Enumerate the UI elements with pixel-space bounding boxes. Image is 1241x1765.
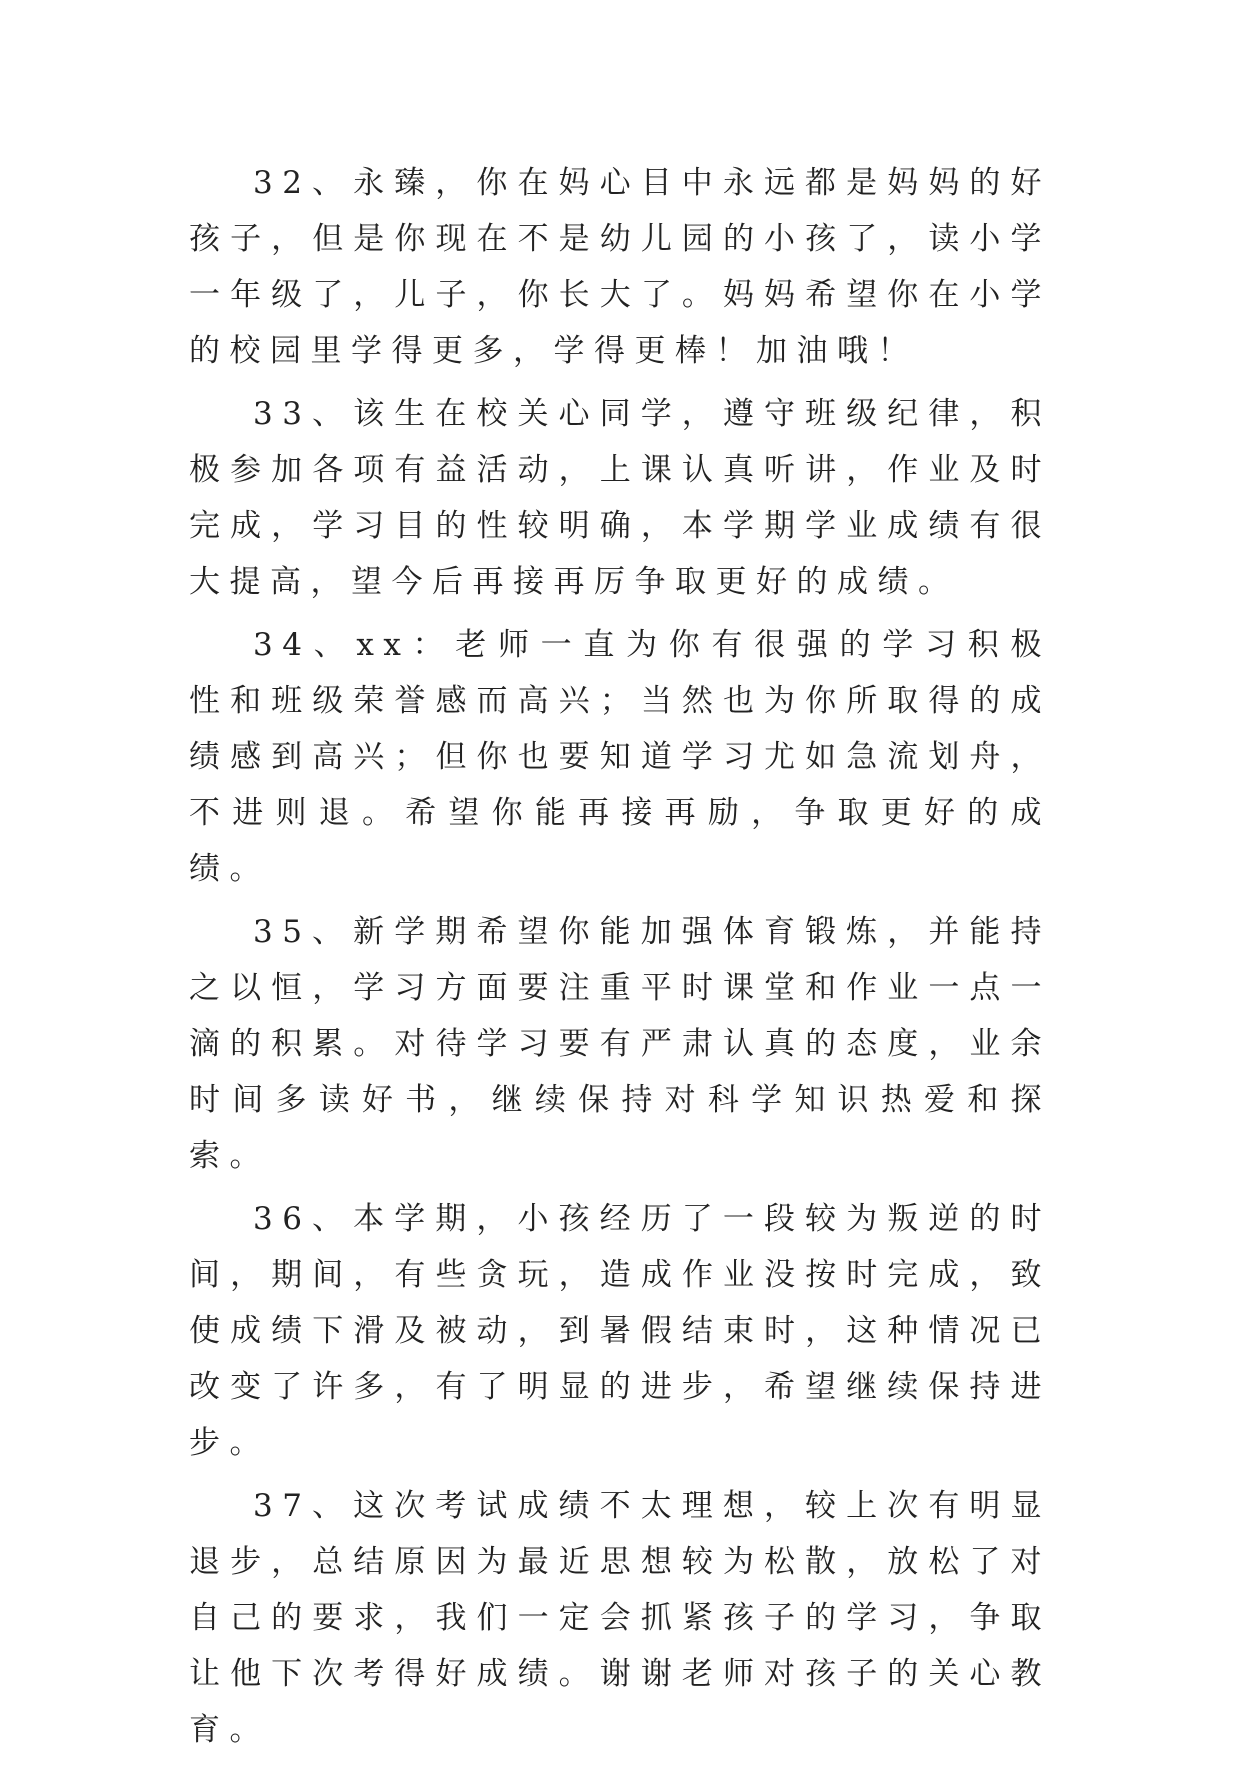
comment-paragraph-34: 34、xx：老师一直为你有很强的学习积极性和班级荣誉感而高兴；当然也为你所取得的成绩感到高兴；但你也要知道学习尤如急流划舟，不进则退。希望你能再接再励，争取更好的成绩。 bbox=[189, 627, 1051, 887]
comment-paragraph-36: 36、本学期，小孩经历了一段较为叛逆的时间，期间，有些贪玩，造成作业没按时完成，致使成绩下滑及被动，到暑假结束时，这种情况已改变了许多，有了明显的进步，希望继续保持进步。 bbox=[189, 1201, 1051, 1461]
comment-paragraph-32: 32、永臻，你在妈心目中永远都是妈妈的好孩子，但是你现在不是幼儿园的小孩了，读小学一年级了，儿子，你长大了。妈妈希望你在小学的校园里学得更多，学得更棒！加油哦！ bbox=[189, 165, 1051, 369]
comment-paragraph-37: 37、这次考试成绩不太理想，较上次有明显退步，总结原因为最近思想较为松散，放松了对自己的要求，我们一定会抓紧孩子的学习，争取让他下次考得好成绩。谢谢老师对孩子的关心教育。 bbox=[189, 1488, 1051, 1748]
document-body bbox=[189, 155, 1051, 1765]
comment-paragraph-35: 35、新学期希望你能加强体育锻炼，并能持之以恒，学习方面要注重平时课堂和作业一点一滴的积累。对待学习要有严肃认真的态度，业余时间多读好书，继续保持对科学知识热爱和探索。 bbox=[189, 914, 1051, 1174]
comment-paragraph-33: 33、该生在校关心同学，遵守班级纪律，积极参加各项有益活动，上课认真听讲，作业及时完成，学习目的性较明确，本学期学业成绩有很大提高，望今后再接再厉争取更好的成绩。 bbox=[189, 396, 1051, 600]
